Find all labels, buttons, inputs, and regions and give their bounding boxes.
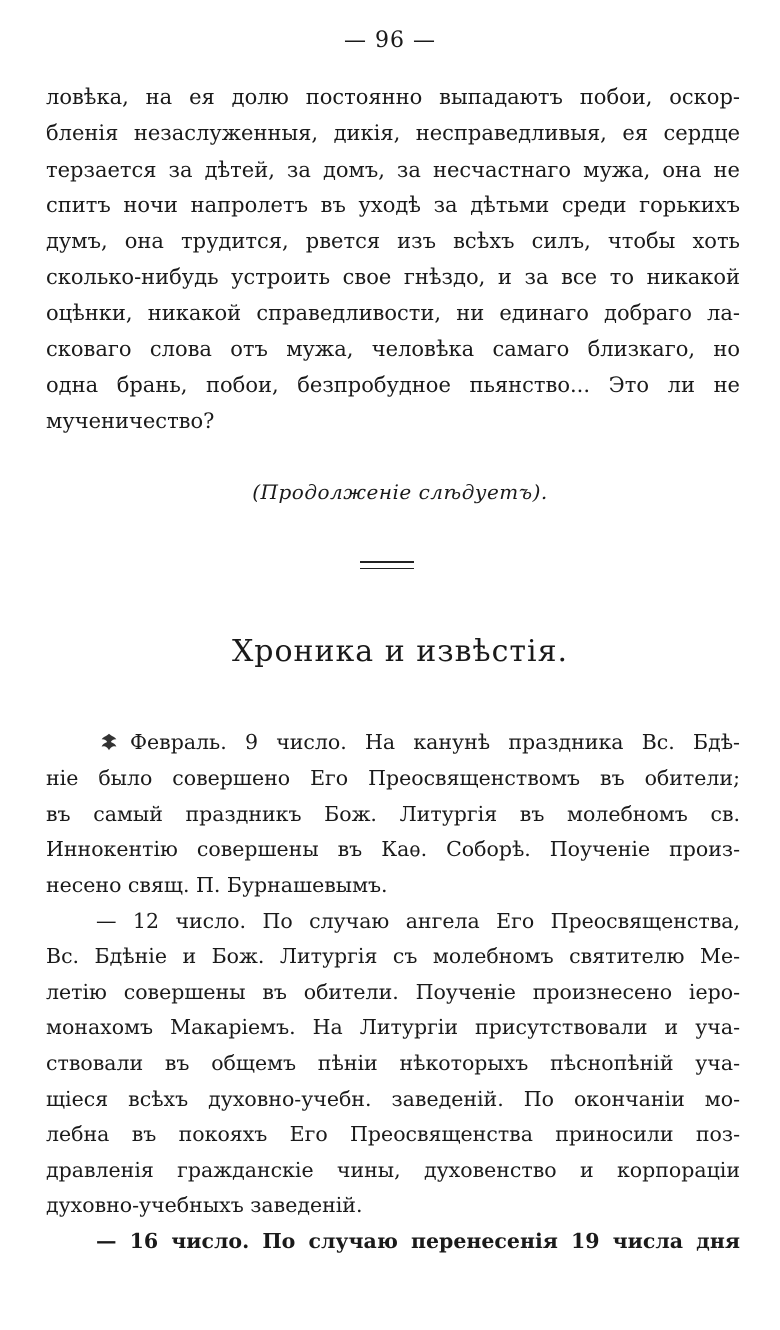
text-line: — 12 число. По случаю ангела Его Преосвященства,: [96, 909, 740, 933]
text-line: дравленія гражданскіе чины, духовенство и корпораціи: [46, 1158, 740, 1182]
text-line: Вс. Бдѣніе и Бож. Литургія съ молебномъ святителю Ме-: [46, 944, 740, 968]
text-line: бленія незаслуженныя, дикія, несправедливыя, ея сердце: [46, 121, 740, 145]
continuation-note: (Продолженіе слѣдуетъ).: [252, 480, 548, 504]
text-line: щіеся всѣхъ духовно-учебн. заведеній. По окончаніи мо-: [46, 1087, 740, 1111]
text-line: одна брань, побои, безпробудное пьянство... Это ли не: [46, 373, 740, 397]
text-line: — 16 число. По случаю перенесенія 19 числа дня: [96, 1229, 740, 1253]
text-line: ловѣка, на ея долю постоянно выпадаютъ побои, оскор-: [46, 85, 740, 109]
text-line: лебна въ покояхъ Его Преосвященства приносили поз-: [46, 1122, 740, 1146]
text-line: спитъ ночи напролетъ въ уходѣ за дѣтьми среди горькихъ: [46, 193, 740, 217]
section-divider: [360, 561, 414, 569]
text-line: мученичество?: [46, 409, 215, 433]
text-line: Февраль. 9 число. На канунѣ праздника Вс. Бдѣ-: [130, 730, 740, 754]
text-line: думъ, она трудится, рвется изъ всѣхъ силъ, чтобы хоть: [46, 229, 740, 253]
text-line: монахомъ Макаріемъ. На Литургіи присутствовали и уча-: [46, 1015, 740, 1039]
text-line: ствовали въ общемъ пѣніи нѣкоторыхъ пѣснопѣній уча-: [46, 1051, 740, 1075]
text-line: сковаго слова отъ мужа, человѣка самаго близкаго, но: [46, 337, 740, 361]
section-title: Хроника и извѣстія.: [231, 634, 569, 669]
fleuron-ornament-icon: [98, 731, 120, 753]
text-line: Иннокентію совершены въ Каѳ. Соборѣ. Поученіе произ-: [46, 837, 740, 861]
text-line: ніе было совершено Его Преосвященствомъ въ обители;: [46, 766, 740, 790]
chronicle-first-line: [98, 724, 740, 760]
text-line: терзается за дѣтей, за домъ, за несчастнаго мужа, она не: [46, 158, 740, 182]
text-line: несено свящ. П. Бурнашевымъ.: [46, 873, 388, 897]
text-line: летію совершены въ обители. Поученіе произнесено іеро-: [46, 980, 740, 1004]
text-line: духовно-учебныхъ заведеній.: [46, 1193, 363, 1217]
text-line: сколько-нибудь устроить свое гнѣздо, и за все то никакой: [46, 265, 740, 289]
text-line: оцѣнки, никакой справедливости, ни единаго добраго ла-: [46, 301, 740, 325]
text-line: въ самый праздникъ Бож. Литургія въ молебномъ св.: [46, 802, 740, 826]
page-number: — 96 —: [344, 28, 436, 53]
